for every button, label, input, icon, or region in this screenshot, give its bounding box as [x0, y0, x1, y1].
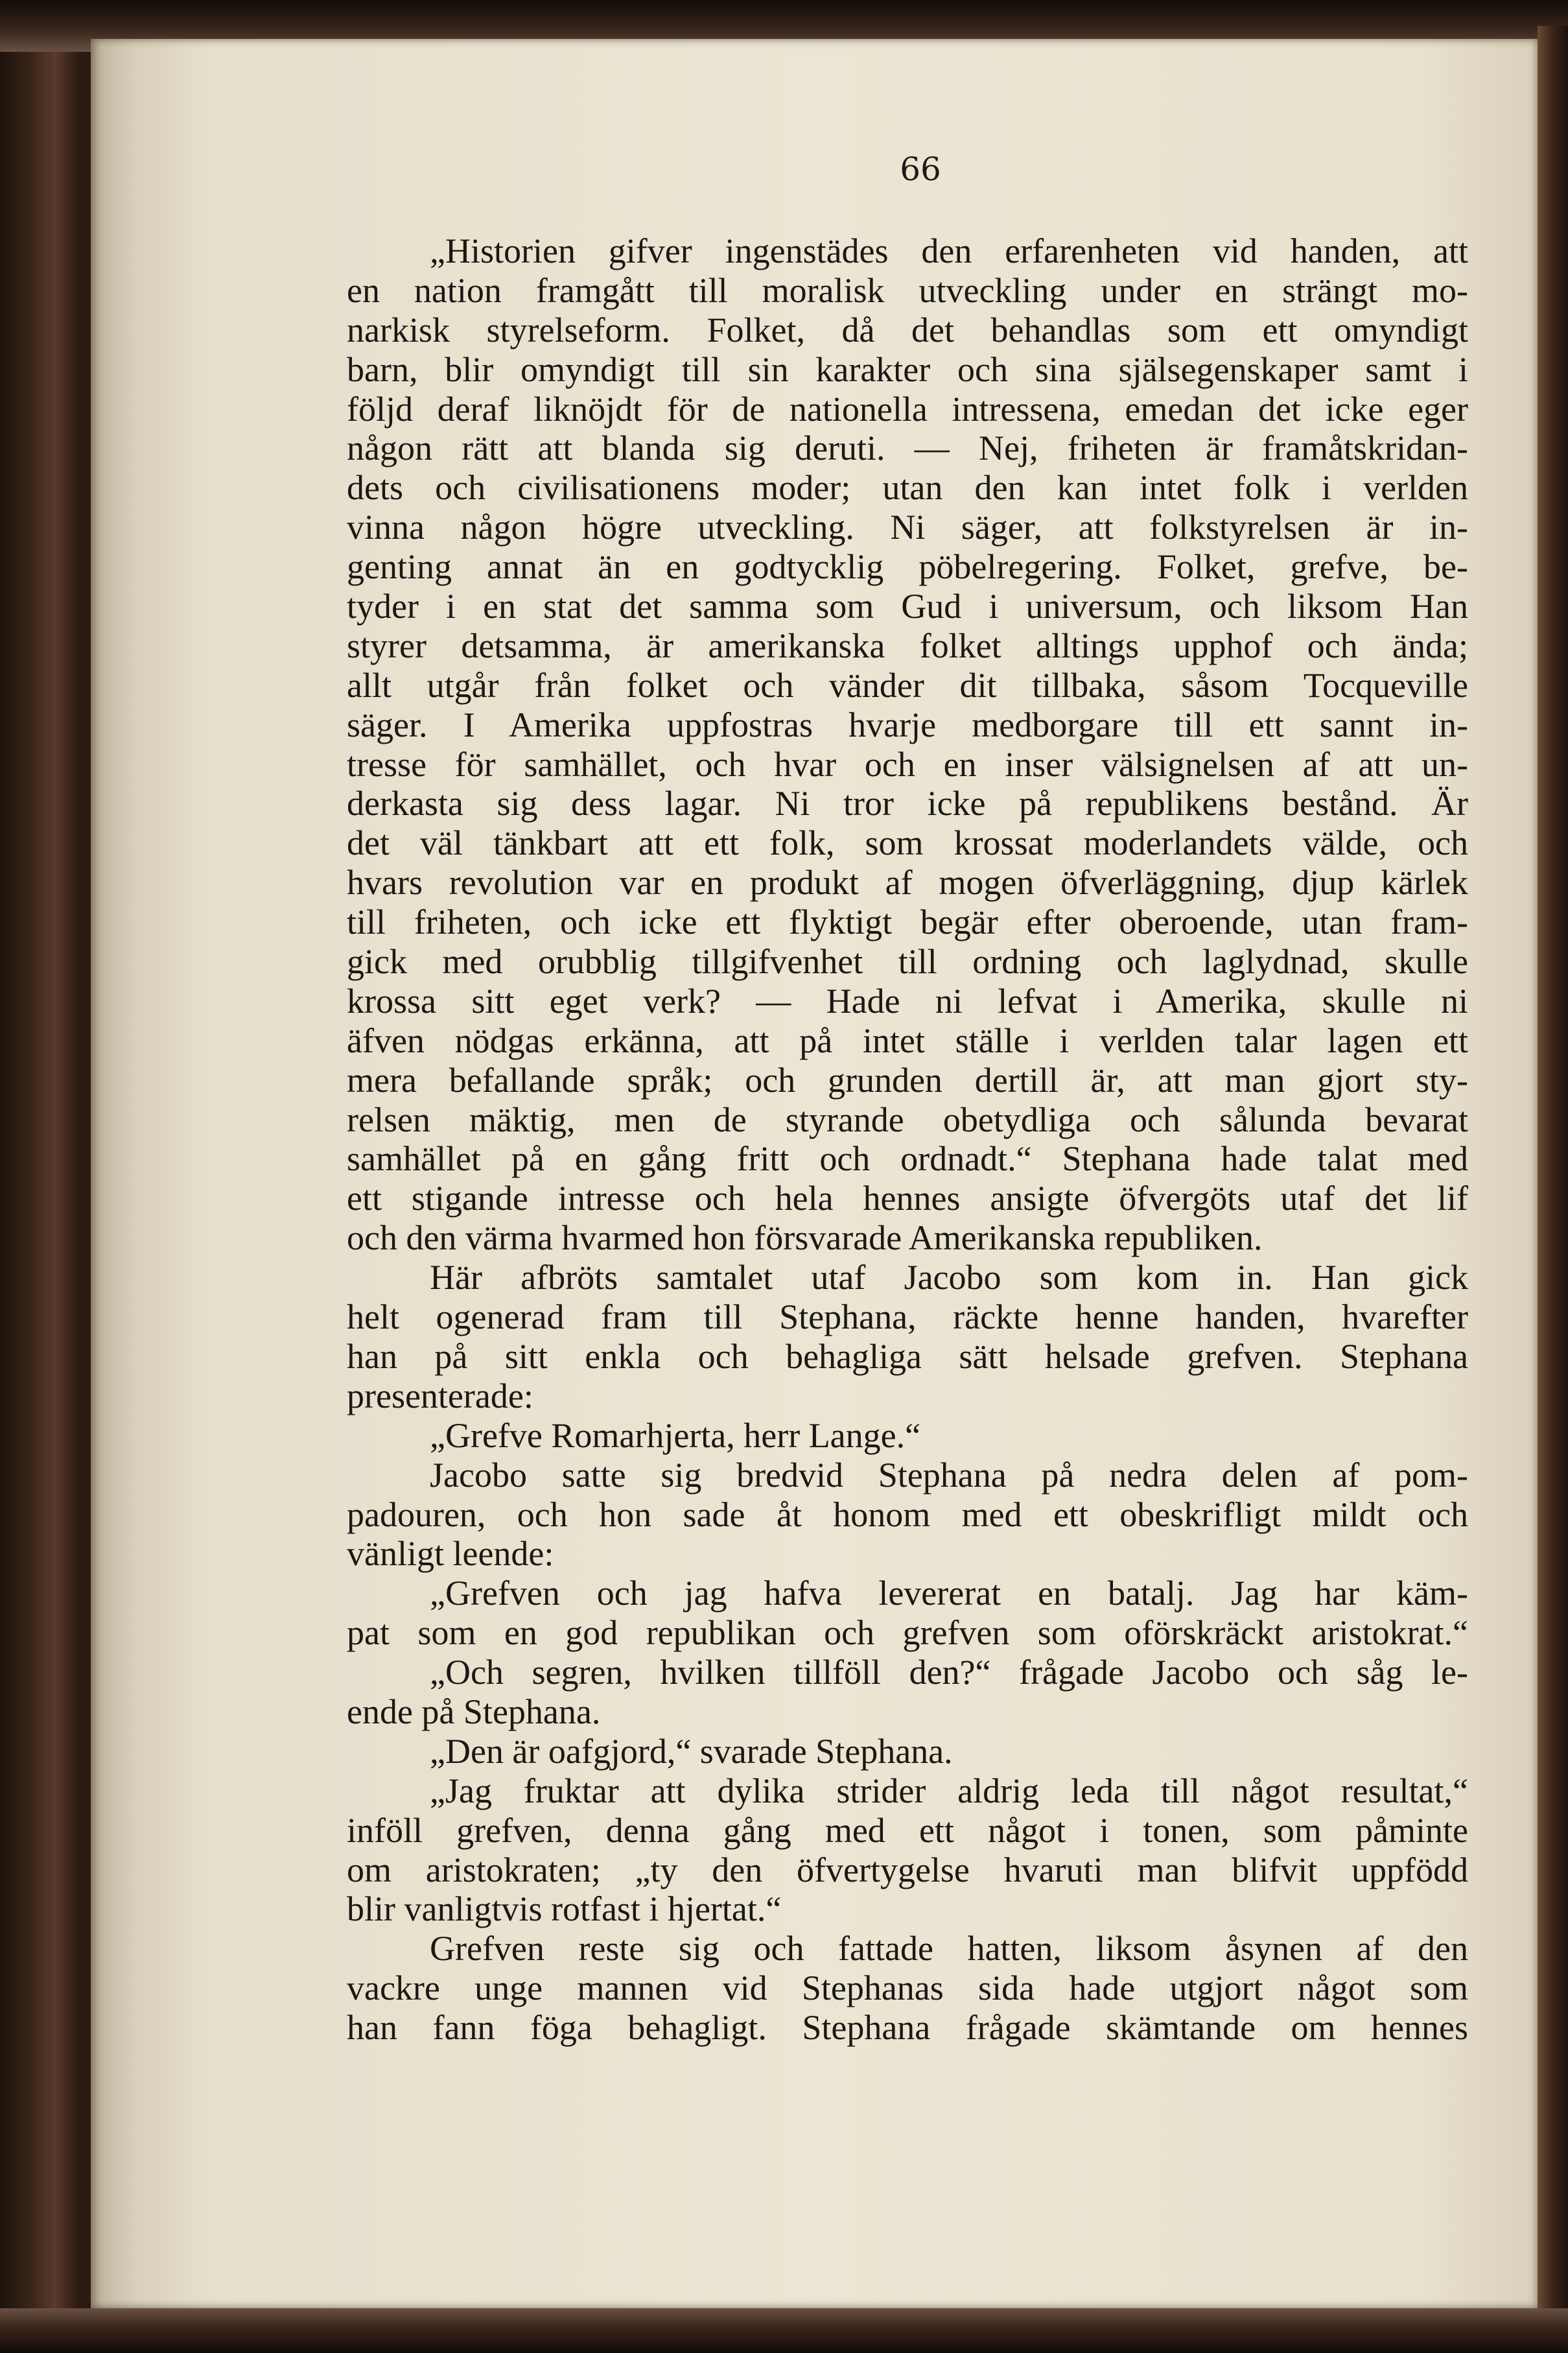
book-cover-right-edge	[1538, 26, 1568, 2334]
text-line: samhället på en gång fritt och ordnadt.“ Stephana hade talat med	[347, 1139, 1468, 1179]
text-line: krossa sitt eget verk? — Hade ni lefvat i Amerika, skulle ni	[347, 981, 1468, 1021]
text-line: genting annat än en godtycklig pöbelregering. Folket, grefve, be-	[347, 547, 1468, 587]
text-line: Grefven reste sig och fattade hatten, liksom åsynen af den	[430, 1929, 1468, 1969]
text-line: vinna någon högre utveckling. Ni säger, att folkstyrelsen är in-	[347, 508, 1468, 547]
book-cover-bottom-edge	[0, 2308, 1568, 2353]
text-line: någon rätt att blanda sig deruti. — Nej, friheten är framåtskridan-	[347, 429, 1468, 468]
text-line: han på sitt enkla och behagliga sätt helsade grefven. Stephana	[347, 1336, 1468, 1376]
text-line: barn, blir omyndigt till sin karakter och sina själsegenskaper samt i	[347, 349, 1468, 389]
text-line: det väl tänkbart att ett folk, som krossat moderlandets välde, och	[347, 823, 1468, 863]
text-line: följd deraf liknöjdt för de nationella intressena, emedan det icke eger	[347, 389, 1468, 429]
text-line: och den värma hvarmed hon försvarade Amerikanska republiken.	[347, 1218, 1263, 1258]
text-line: pat som en god republikan och grefven som oförskräckt aristokrat.“	[347, 1613, 1468, 1653]
text-line: om aristokraten; „ty den öfvertygelse hvaruti man blifvit uppfödd	[347, 1850, 1468, 1889]
text-line: gick med orubblig tillgifvenhet till ordning och laglydnad, skulle	[347, 942, 1468, 982]
text-line: styrer detsamma, är amerikanska folket alltings upphof och ända;	[347, 626, 1468, 665]
text-line: ende på Stephana.	[347, 1692, 601, 1731]
text-line: inföll grefven, denna gång med ett något i tonen, som påminte	[347, 1810, 1468, 1850]
text-line: padouren, och hon sade åt honom med ett obeskrifligt mildt och	[347, 1495, 1468, 1534]
text-line: vackre unge mannen vid Stephanas sida hade utgjort något som	[347, 1969, 1468, 2008]
text-line: presenterade:	[347, 1376, 533, 1415]
text-line: relsen mäktig, men de styrande obetydliga och sålunda bevarat	[347, 1100, 1468, 1139]
text-line: blir vanligtvis rotfast i hjertat.“	[347, 1889, 782, 1929]
text-line: äfven nödgas erkänna, att på intet ställe i verlden talar lagen ett	[347, 1021, 1468, 1060]
text-line: ett stigande intresse och hela hennes ansigte öfvergöts utaf det lif	[347, 1179, 1468, 1218]
text-line: „Den är oafgjord,“ svarade Stephana.	[430, 1731, 953, 1771]
text-line: säger. I Amerika uppfostras hvarje medborgare till ett sannt in-	[347, 705, 1468, 744]
text-line: hvars revolution var en produkt af mogen öfverläggning, djup kärlek	[347, 863, 1468, 903]
text-line: han fann föga behagligt. Stephana frågade skämtande om hennes	[347, 2008, 1468, 2048]
text-line: Här afbröts samtalet utaf Jacobo som kom in. Han gick	[430, 1258, 1468, 1297]
text-line: mera befallande språk; och grunden dertill är, att man gjort sty-	[347, 1060, 1468, 1100]
text-line: helt ogenerad fram till Stephana, räckte henne handen, hvarefter	[347, 1297, 1468, 1337]
text-line: tresse för samhället, och hvar och en inser välsignelsen af att un-	[347, 744, 1468, 784]
text-line: till friheten, och icke ett flyktigt begär efter oberoende, utan fram-	[347, 903, 1468, 942]
text-line: „Historien gifver ingenstädes den erfarenheten vid handen, att	[430, 231, 1468, 270]
page-number: 66	[900, 150, 941, 188]
text-line: narkisk styrelseform. Folket, då det behandlas som ett omyndigt	[347, 310, 1468, 349]
text-line: tyder i en stat det samma som Gud i universum, och liksom Han	[347, 587, 1468, 626]
text-line: „Och segren, hvilken tillföll den?“ frågade Jacobo och såg le-	[430, 1653, 1468, 1692]
text-line: en nation framgått till moralisk utveckling under en strängt mo-	[347, 270, 1468, 310]
text-line: Jacobo satte sig bredvid Stephana på nedra delen af pom-	[430, 1455, 1468, 1495]
page-body-text	[347, 231, 1468, 2048]
text-line: „Grefve Romarhjerta, herr Lange.“	[430, 1415, 921, 1455]
text-line: vänligt leende:	[347, 1534, 554, 1574]
text-line: „Grefven och jag hafva levererat en batalj. Jag har käm-	[430, 1574, 1468, 1613]
text-line: dets och civilisationens moder; utan den kan intet folk i verlden	[347, 468, 1468, 508]
text-line: derkasta sig dess lagar. Ni tror icke på republikens bestånd. Är	[347, 784, 1468, 823]
text-line: „Jag fruktar att dylika strider aldrig leda till något resultat,“	[430, 1771, 1468, 1810]
text-line: allt utgår från folket och vänder dit tillbaka, såsom Tocqueville	[347, 665, 1468, 705]
